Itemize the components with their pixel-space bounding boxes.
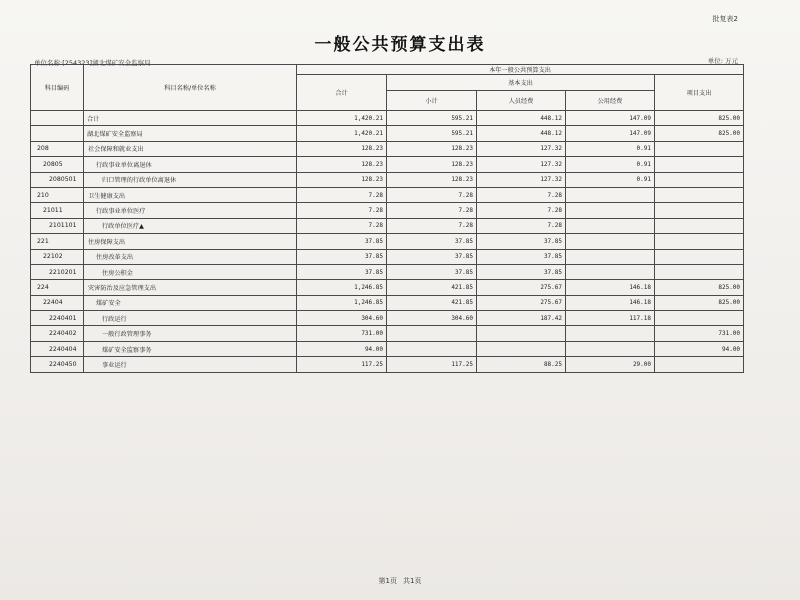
row-public [566, 234, 655, 249]
row-subtotal: 128.23 [387, 141, 477, 156]
row-total: 37.85 [297, 249, 387, 264]
row-public [566, 187, 655, 202]
table-row [31, 326, 744, 341]
row-project [655, 249, 744, 264]
row-subtotal: 37.85 [387, 234, 477, 249]
row-public [566, 249, 655, 264]
row-subtotal: 421.85 [387, 295, 477, 310]
row-subtotal: 117.25 [387, 357, 477, 372]
row-total: 1,246.85 [297, 295, 387, 310]
form-number: 批复表2 [712, 15, 738, 23]
row-public: 146.18 [566, 295, 655, 310]
row-code: 2210201 [31, 264, 84, 279]
row-name: 行政运行 [84, 311, 297, 326]
row-name: 住房公积金 [84, 264, 297, 279]
row-public: 117.18 [566, 311, 655, 326]
header-total: 合计 [297, 75, 387, 111]
row-public [566, 341, 655, 356]
row-code: 20805 [31, 157, 84, 172]
row-total: 37.85 [297, 264, 387, 279]
table-row [31, 234, 744, 249]
row-project: 825.00 [655, 111, 744, 126]
row-public: 0.91 [566, 141, 655, 156]
row-name: 合计 [84, 111, 297, 126]
row-name: 行政事业单位离退休 [84, 157, 297, 172]
row-personnel: 37.85 [477, 249, 566, 264]
page-count: 共1页 [403, 577, 422, 585]
row-code: 22102 [31, 249, 84, 264]
row-subtotal: 128.23 [387, 172, 477, 187]
header-public: 公用经费 [566, 91, 655, 111]
row-project: 731.00 [655, 326, 744, 341]
row-personnel: 448.12 [477, 111, 566, 126]
row-public: 0.91 [566, 172, 655, 187]
row-public: 147.09 [566, 126, 655, 141]
page-number: 第1页 [378, 577, 397, 585]
row-personnel: 275.67 [477, 295, 566, 310]
unit-name: 单位名称:[254323]湖北煤矿安全监察局 [34, 59, 151, 67]
row-personnel [477, 326, 566, 341]
row-personnel: 127.32 [477, 172, 566, 187]
row-name: 行政单位医疗▲ [84, 218, 297, 233]
row-total: 37.85 [297, 234, 387, 249]
row-project: 94.00 [655, 341, 744, 356]
row-subtotal: 421.85 [387, 280, 477, 295]
row-total: 304.60 [297, 311, 387, 326]
row-project [655, 234, 744, 249]
row-personnel: 127.32 [477, 141, 566, 156]
row-public [566, 264, 655, 279]
row-subtotal: 595.21 [387, 111, 477, 126]
header-subtotal: 小计 [387, 91, 477, 111]
table-row [31, 126, 744, 141]
row-subtotal [387, 341, 477, 356]
currency-unit: 单位: 万元 [707, 57, 738, 65]
page-title: 一般公共预算支出表 [314, 35, 486, 55]
row-code: 210 [31, 187, 84, 202]
row-total: 1,246.85 [297, 280, 387, 295]
row-total: 1,420.21 [297, 111, 387, 126]
row-code: 224 [31, 280, 84, 295]
row-personnel: 448.12 [477, 126, 566, 141]
row-name: 住房改革支出 [84, 249, 297, 264]
table-row [31, 218, 744, 233]
table-row [31, 203, 744, 218]
row-project [655, 311, 744, 326]
row-project [655, 141, 744, 156]
row-name: 住房保障支出 [84, 234, 297, 249]
row-project [655, 157, 744, 172]
row-personnel [477, 341, 566, 356]
row-personnel: 88.25 [477, 357, 566, 372]
row-project [655, 357, 744, 372]
row-personnel: 7.28 [477, 203, 566, 218]
row-code: 2101101 [31, 218, 84, 233]
row-code: 2240450 [31, 357, 84, 372]
row-subtotal: 37.85 [387, 264, 477, 279]
row-total: 117.25 [297, 357, 387, 372]
row-total: 7.28 [297, 203, 387, 218]
row-total: 731.00 [297, 326, 387, 341]
row-public [566, 326, 655, 341]
row-name: 社会保障和就业支出 [84, 141, 297, 156]
row-total: 94.00 [297, 341, 387, 356]
row-code: 2240404 [31, 341, 84, 356]
row-subtotal: 595.21 [387, 126, 477, 141]
header-personnel: 人员经费 [477, 91, 566, 111]
row-subtotal: 7.28 [387, 203, 477, 218]
row-personnel: 127.32 [477, 157, 566, 172]
row-code: 21011 [31, 203, 84, 218]
header-basic: 基本支出 [387, 75, 655, 91]
header-current-year: 本年一般公共预算支出 [297, 65, 744, 75]
row-personnel: 187.42 [477, 311, 566, 326]
row-subtotal: 7.28 [387, 187, 477, 202]
row-name: 事业运行 [84, 357, 297, 372]
table-row [31, 264, 744, 279]
row-public: 0.91 [566, 157, 655, 172]
row-name: 行政事业单位医疗 [84, 203, 297, 218]
header-code: 科目编码 [31, 65, 84, 111]
row-personnel: 7.28 [477, 187, 566, 202]
table-row [31, 111, 744, 126]
table-row [31, 141, 744, 156]
table-row [31, 357, 744, 372]
budget-table [30, 64, 744, 373]
row-code: 2240401 [31, 311, 84, 326]
table-row [31, 280, 744, 295]
table-row [31, 341, 744, 356]
row-total: 128.23 [297, 157, 387, 172]
row-name: 煤矿安全监察事务 [84, 341, 297, 356]
row-project [655, 203, 744, 218]
table-row [31, 172, 744, 187]
row-code: 221 [31, 234, 84, 249]
header-name: 科目名称/单位名称 [84, 65, 297, 111]
row-code: 2080501 [31, 172, 84, 187]
row-total: 128.23 [297, 141, 387, 156]
row-personnel: 275.67 [477, 280, 566, 295]
table-row [31, 295, 744, 310]
row-name: 归口管理的行政单位离退休 [84, 172, 297, 187]
row-name: 一般行政管理事务 [84, 326, 297, 341]
row-public: 146.18 [566, 280, 655, 295]
row-project [655, 218, 744, 233]
row-code: 22404 [31, 295, 84, 310]
row-project [655, 172, 744, 187]
table-row [31, 187, 744, 202]
row-name: 湖北煤矿安全监察局 [84, 126, 297, 141]
table-row [31, 249, 744, 264]
row-public: 29.00 [566, 357, 655, 372]
row-personnel: 7.28 [477, 218, 566, 233]
row-subtotal: 7.28 [387, 218, 477, 233]
table-row [31, 311, 744, 326]
header-project: 项目支出 [655, 75, 744, 111]
row-name: 灾害防治及应急管理支出 [84, 280, 297, 295]
row-subtotal: 128.23 [387, 157, 477, 172]
row-total: 1,420.21 [297, 126, 387, 141]
row-public: 147.09 [566, 111, 655, 126]
row-personnel: 37.85 [477, 234, 566, 249]
row-public [566, 218, 655, 233]
row-subtotal: 37.85 [387, 249, 477, 264]
row-project: 825.00 [655, 295, 744, 310]
row-code [31, 111, 84, 126]
row-project [655, 187, 744, 202]
row-personnel: 37.85 [477, 264, 566, 279]
row-code [31, 126, 84, 141]
row-total: 7.28 [297, 218, 387, 233]
table-body [31, 111, 744, 373]
row-project: 825.00 [655, 280, 744, 295]
row-subtotal: 304.60 [387, 311, 477, 326]
row-public [566, 203, 655, 218]
row-subtotal [387, 326, 477, 341]
row-name: 卫生健康支出 [84, 187, 297, 202]
row-code: 208 [31, 141, 84, 156]
row-total: 128.23 [297, 172, 387, 187]
row-code: 2240402 [31, 326, 84, 341]
table-row [31, 157, 744, 172]
row-project: 825.00 [655, 126, 744, 141]
page-footer [0, 576, 800, 586]
row-name: 煤矿安全 [84, 295, 297, 310]
row-total: 7.28 [297, 187, 387, 202]
row-project [655, 264, 744, 279]
